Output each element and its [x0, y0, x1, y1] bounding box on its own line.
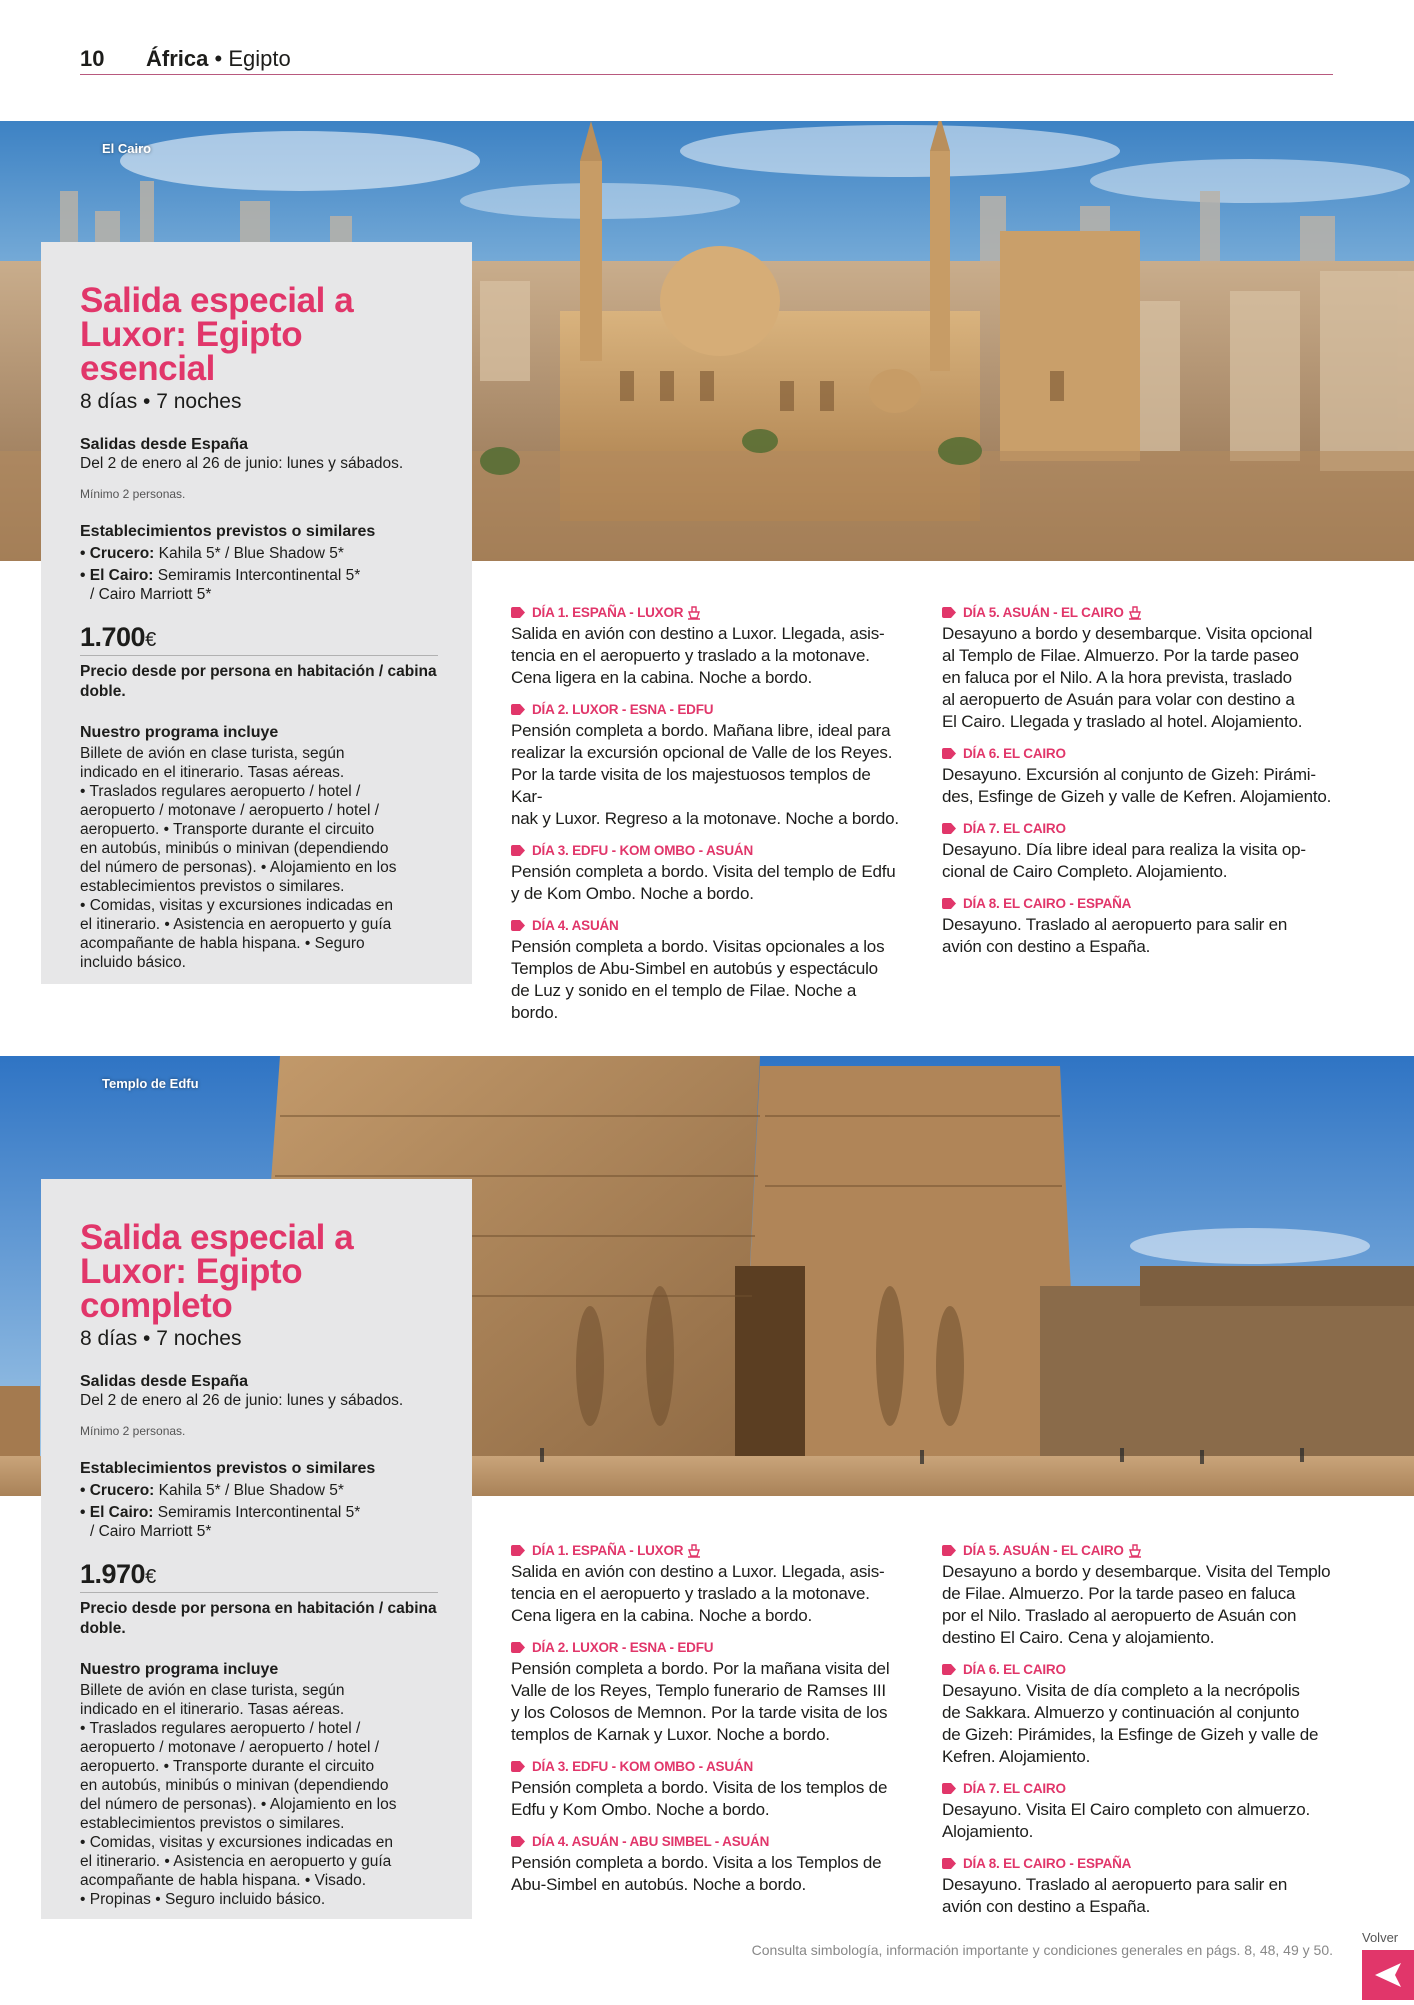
- back-button[interactable]: [1362, 1950, 1414, 2000]
- itinerary-column-right: [942, 603, 1334, 958]
- day-line: nak y Luxor. Regreso a la motonave. Noche a bordo.: [511, 809, 899, 828]
- tag-marker-icon: [942, 898, 956, 909]
- day-heading-text: DÍA 2. LUXOR - ESNA - EDFU: [532, 701, 714, 717]
- tag-marker-icon: [942, 1783, 956, 1794]
- price-description: Precio desde por persona en habitación / cabina doble.: [80, 663, 437, 700]
- day-line: Valle de los Reyes, Templo funerario de Ramses III: [511, 1681, 886, 1700]
- itinerary-column-right: [942, 1541, 1334, 1918]
- day-line: Salida en avión con destino a Luxor. Llegada, asis-: [511, 1562, 885, 1581]
- day-line: Desayuno. Traslado al aeropuerto para salir en: [942, 1875, 1288, 1894]
- day-description: [942, 623, 1334, 733]
- hotel-name: • Crucero:: [80, 1482, 155, 1499]
- day-line: de Gizeh: Pirámides, la Esfinge de Gizeh y valle de: [942, 1725, 1319, 1744]
- day-line: Pensión completa a bordo. Visitas opcionales a los: [511, 937, 885, 956]
- day-heading: [511, 841, 903, 859]
- itinerary-column-left: [511, 1541, 903, 1896]
- day-line: y los Colosos de Memnon. Por la tarde visita de los: [511, 1703, 888, 1722]
- day-line: Desayuno a bordo y desembarque. Visita del Templo: [942, 1562, 1331, 1581]
- tag-marker-icon: [511, 607, 525, 618]
- day-line: Abu-Simbel en autobús. Noche a bordo.: [511, 1875, 807, 1894]
- tag-marker-icon: [942, 1545, 956, 1556]
- hotel-value-cont: / Cairo Marriott 5*: [90, 1523, 212, 1540]
- day-description: [942, 1561, 1334, 1649]
- includes-line: establecimientos previstos o similares.: [80, 1815, 345, 1832]
- day-line: Kefren. Alojamiento.: [942, 1747, 1091, 1766]
- day-line: Pensión completa a bordo. Por la mañana visita del: [511, 1659, 890, 1678]
- trip-info-box: [41, 1179, 472, 1919]
- hotel-name: • El Cairo:: [80, 1504, 154, 1521]
- photo-caption: El Cairo: [102, 141, 152, 156]
- ship-icon: [1128, 1542, 1142, 1558]
- hotel-line: [80, 566, 438, 604]
- hotel-line: [80, 1503, 438, 1541]
- day-line: tencia en el aeropuerto y traslado a la motonave.: [511, 646, 870, 665]
- day-description: [942, 914, 1334, 958]
- includes-line: en autobús, minibús o minivan (dependiendo: [80, 840, 389, 857]
- tag-marker-icon: [511, 1642, 525, 1653]
- trip-title-line-2: Luxor: Egipto esencial: [80, 315, 303, 388]
- includes-line: Billete de avión en clase turista, según: [80, 1682, 345, 1699]
- day-line: destino El Cairo. Cena y alojamiento.: [942, 1628, 1215, 1647]
- day-line: El Cairo. Llegada y traslado al hotel. Alojamiento.: [942, 712, 1303, 731]
- day-line: por el Nilo. Traslado al aeropuerto de Asuán con: [942, 1606, 1297, 1625]
- day-heading-text: DÍA 8. EL CAIRO - ESPAÑA: [963, 1855, 1132, 1871]
- day-line: des, Esfinge de Gizeh y valle de Kefren. Alojamiento.: [942, 787, 1332, 806]
- day-description: [511, 936, 903, 1024]
- ship-icon: [1128, 604, 1142, 620]
- page-number: 10: [80, 46, 105, 71]
- tag-marker-icon: [942, 1664, 956, 1675]
- departures-text: Del 2 de enero al 26 de junio: lunes y sábados.: [80, 1392, 404, 1409]
- day-description: [942, 764, 1334, 808]
- day-line: Desayuno. Visita de día completo a la necrópolis: [942, 1681, 1300, 1700]
- photo-caption: Templo de Edfu: [102, 1076, 199, 1091]
- hotel-name: • Crucero:: [80, 545, 155, 562]
- day-heading: [942, 603, 1334, 621]
- day-heading: [942, 1541, 1334, 1559]
- includes-label: Nuestro programa incluye: [80, 1661, 279, 1678]
- tag-marker-icon: [511, 920, 525, 931]
- hotels-label: Establecimientos previstos o similares: [80, 523, 376, 540]
- day-heading-text: DÍA 4. ASUÁN - ABU SIMBEL - ASUÁN: [532, 1833, 770, 1849]
- includes-line: indicado en el itinerario. Tasas aéreas.: [80, 1701, 345, 1718]
- hotel-line: [80, 1481, 438, 1500]
- trip-title-line-2: Luxor: Egipto completo: [80, 1252, 303, 1325]
- price-description: Precio desde por persona en habitación / cabina doble.: [80, 1600, 437, 1637]
- includes-line: incluido básico.: [80, 954, 186, 971]
- day-line: de Luz y sonido en el templo de Filae. Noche a bordo.: [511, 981, 857, 1022]
- day-line: Alojamiento.: [942, 1822, 1034, 1841]
- day-heading: [511, 1541, 903, 1559]
- day-description: [511, 1777, 903, 1821]
- day-description: [942, 839, 1334, 883]
- itinerary-column-left: [511, 603, 903, 1024]
- includes-line: • Comidas, visitas y excursiones indicadas en: [80, 1834, 393, 1851]
- price-value: 1.970: [80, 1559, 146, 1589]
- day-heading-text: DÍA 4. ASUÁN: [532, 917, 619, 933]
- includes-line: aeropuerto. • Transporte durante el circuito: [80, 1758, 375, 1775]
- day-line: de Filae. Almuerzo. Por la tarde paseo en faluca: [942, 1584, 1296, 1603]
- trip-title-line-1: Salida especial a: [80, 281, 354, 320]
- day-heading-text: DÍA 5. ASUÁN - EL CAIRO: [963, 1542, 1124, 1558]
- page-header: [80, 44, 1333, 75]
- price-currency: €: [145, 1566, 157, 1588]
- ship-icon: [687, 604, 701, 620]
- includes-label: Nuestro programa incluye: [80, 724, 279, 741]
- includes-line: Billete de avión en clase turista, según: [80, 745, 345, 762]
- day-line: avión con destino a España.: [942, 1897, 1151, 1916]
- day-heading: [942, 1660, 1334, 1678]
- day-description: [942, 1680, 1334, 1768]
- price-row: [80, 622, 438, 656]
- hotel-line: [80, 544, 438, 563]
- day-heading-text: DÍA 3. EDFU - KOM OMBO - ASUÁN: [532, 1758, 753, 1774]
- day-line: Cena ligera en la cabina. Noche a bordo.: [511, 1606, 813, 1625]
- includes-line: indicado en el itinerario. Tasas aéreas.: [80, 764, 345, 781]
- tag-marker-icon: [511, 1545, 525, 1556]
- tag-marker-icon: [942, 607, 956, 618]
- day-line: de Sakkara. Almuerzo y continuación al conjunto: [942, 1703, 1300, 1722]
- minimum-note: Mínimo 2 personas.: [80, 1424, 186, 1438]
- tag-marker-icon: [511, 1761, 525, 1772]
- trip-info-box: [41, 242, 472, 984]
- day-heading: [942, 1854, 1334, 1872]
- day-description: [511, 1561, 903, 1627]
- day-heading: [942, 744, 1334, 762]
- price-currency: €: [145, 629, 157, 651]
- breadcrumb-separator: •: [214, 46, 223, 71]
- tag-marker-icon: [942, 1858, 956, 1869]
- day-description: [511, 1658, 903, 1746]
- back-label[interactable]: Volver: [1362, 1930, 1399, 1945]
- day-heading: [511, 1757, 903, 1775]
- day-heading: [511, 1832, 903, 1850]
- day-heading: [942, 894, 1334, 912]
- day-line: Templos de Abu-Simbel en autobús y espectáculo: [511, 959, 878, 978]
- includes-line: del número de personas). • Alojamiento en los: [80, 1796, 397, 1813]
- day-line: Por la tarde visita de los majestuosos templos de Kar-: [511, 765, 871, 806]
- day-heading-text: DÍA 6. EL CAIRO: [963, 1661, 1066, 1677]
- day-heading: [511, 700, 903, 718]
- day-line: cional de Cairo Completo. Alojamiento.: [942, 862, 1228, 881]
- region-label: África: [146, 46, 209, 71]
- day-line: Desayuno. Traslado al aeropuerto para salir en: [942, 915, 1288, 934]
- day-description: [511, 623, 903, 689]
- minimum-note: Mínimo 2 personas.: [80, 487, 186, 501]
- includes-body: [80, 744, 438, 972]
- day-heading-text: DÍA 8. EL CAIRO - ESPAÑA: [963, 895, 1132, 911]
- day-line: templos de Karnak y Luxor. Noche a bordo.: [511, 1725, 830, 1744]
- day-line: en faluca por el Nilo. A la hora prevista, traslado: [942, 668, 1292, 687]
- day-line: Desayuno. Excursión al conjunto de Gizeh: Pirámi-: [942, 765, 1316, 784]
- includes-line: acompañante de habla hispana. • Visado.: [80, 1872, 367, 1889]
- trip-duration: 8 días • 7 noches: [80, 390, 242, 413]
- tag-marker-icon: [942, 748, 956, 759]
- day-line: Pensión completa a bordo. Visita del templo de Edfu: [511, 862, 896, 881]
- includes-line: el itinerario. • Asistencia en aeropuerto y guía: [80, 916, 392, 933]
- day-line: avión con destino a España.: [942, 937, 1151, 956]
- includes-line: del número de personas). • Alojamiento en los: [80, 859, 397, 876]
- trip-title-line-1: Salida especial a: [80, 1218, 354, 1257]
- footer-note: Consulta simbología, información importante y condiciones generales en págs. 8, 48, 49 y 50.: [751, 1942, 1333, 1958]
- trip-title: [80, 281, 438, 388]
- tag-marker-icon: [511, 845, 525, 856]
- day-line: Pensión completa a bordo. Visita a los Templos de: [511, 1853, 882, 1872]
- day-description: [511, 1852, 903, 1896]
- day-line: Desayuno a bordo y desembarque. Visita opcional: [942, 624, 1313, 643]
- day-line: tencia en el aeropuerto y traslado a la motonave.: [511, 1584, 870, 1603]
- day-heading-text: DÍA 1. ESPAÑA - LUXOR: [532, 1542, 684, 1558]
- trip-title: [80, 1218, 438, 1325]
- day-line: al aeropuerto de Asuán para volar con destino a: [942, 690, 1295, 709]
- departures-text: Del 2 de enero al 26 de junio: lunes y sábados.: [80, 455, 404, 472]
- day-line: Desayuno. Visita El Cairo completo con almuerzo.: [942, 1800, 1311, 1819]
- day-heading: [942, 1779, 1334, 1797]
- day-line: Edfu y Kom Ombo. Noche a bordo.: [511, 1800, 770, 1819]
- day-heading-text: DÍA 3. EDFU - KOM OMBO - ASUÁN: [532, 842, 753, 858]
- day-description: [942, 1799, 1334, 1843]
- day-description: [511, 720, 903, 830]
- day-line: y de Kom Ombo. Noche a bordo.: [511, 884, 754, 903]
- day-heading: [511, 1638, 903, 1656]
- day-line: Cena ligera en la cabina. Noche a bordo.: [511, 668, 813, 687]
- day-line: al Templo de Filae. Almuerzo. Por la tarde paseo: [942, 646, 1299, 665]
- day-heading: [511, 603, 903, 621]
- ship-icon: [687, 1542, 701, 1558]
- hotel-name: • El Cairo:: [80, 567, 154, 584]
- hotel-value: Semiramis Intercontinental 5*: [157, 567, 361, 584]
- day-heading-text: DÍA 7. EL CAIRO: [963, 1780, 1066, 1796]
- tag-marker-icon: [942, 823, 956, 834]
- includes-line: acompañante de habla hispana. • Seguro: [80, 935, 365, 952]
- price-row: [80, 1559, 438, 1593]
- includes-line: • Comidas, visitas y excursiones indicadas en: [80, 897, 393, 914]
- price-value: 1.700: [80, 622, 146, 652]
- hotel-value-cont: / Cairo Marriott 5*: [90, 586, 212, 603]
- arrow-left-icon: [1362, 1950, 1414, 2000]
- day-line: Desayuno. Día libre ideal para realiza la visita op-: [942, 840, 1306, 859]
- includes-line: • Propinas • Seguro incluido básico.: [80, 1891, 326, 1908]
- includes-body: [80, 1681, 438, 1909]
- day-heading-text: DÍA 5. ASUÁN - EL CAIRO: [963, 604, 1124, 620]
- includes-line: • Traslados regulares aeropuerto / hotel /: [80, 783, 361, 800]
- day-heading-text: DÍA 1. ESPAÑA - LUXOR: [532, 604, 684, 620]
- includes-line: en autobús, minibús o minivan (dependiendo: [80, 1777, 389, 1794]
- day-heading-text: DÍA 6. EL CAIRO: [963, 745, 1066, 761]
- day-line: Pensión completa a bordo. Visita de los templos de: [511, 1778, 888, 1797]
- hotels-label: Establecimientos previstos o similares: [80, 1460, 376, 1477]
- day-heading: [511, 916, 903, 934]
- hotel-value: Kahila 5* / Blue Shadow 5*: [158, 1482, 344, 1499]
- departures-label: Salidas desde España: [80, 436, 249, 453]
- includes-line: aeropuerto / motonave / aeropuerto / hotel /: [80, 802, 379, 819]
- departures-label: Salidas desde España: [80, 1373, 249, 1390]
- day-line: realizar la excursión opcional de Valle de los Reyes.: [511, 743, 893, 762]
- section-breadcrumb: [146, 46, 291, 72]
- tag-marker-icon: [511, 704, 525, 715]
- day-line: Salida en avión con destino a Luxor. Llegada, asis-: [511, 624, 885, 643]
- tag-marker-icon: [511, 1836, 525, 1847]
- day-description: [511, 861, 903, 905]
- country-label: Egipto: [228, 46, 291, 71]
- trip-duration: 8 días • 7 noches: [80, 1327, 242, 1350]
- hotel-value: Semiramis Intercontinental 5*: [157, 1504, 361, 1521]
- day-description: [942, 1874, 1334, 1918]
- day-line: Pensión completa a bordo. Mañana libre, ideal para: [511, 721, 891, 740]
- day-heading-text: DÍA 7. EL CAIRO: [963, 820, 1066, 836]
- includes-line: aeropuerto. • Transporte durante el circuito: [80, 821, 375, 838]
- day-heading: [942, 819, 1334, 837]
- hotel-value: Kahila 5* / Blue Shadow 5*: [158, 545, 344, 562]
- day-heading-text: DÍA 2. LUXOR - ESNA - EDFU: [532, 1639, 714, 1655]
- includes-line: aeropuerto / motonave / aeropuerto / hotel /: [80, 1739, 379, 1756]
- includes-line: • Traslados regulares aeropuerto / hotel /: [80, 1720, 361, 1737]
- includes-line: establecimientos previstos o similares.: [80, 878, 345, 895]
- includes-line: el itinerario. • Asistencia en aeropuerto y guía: [80, 1853, 392, 1870]
